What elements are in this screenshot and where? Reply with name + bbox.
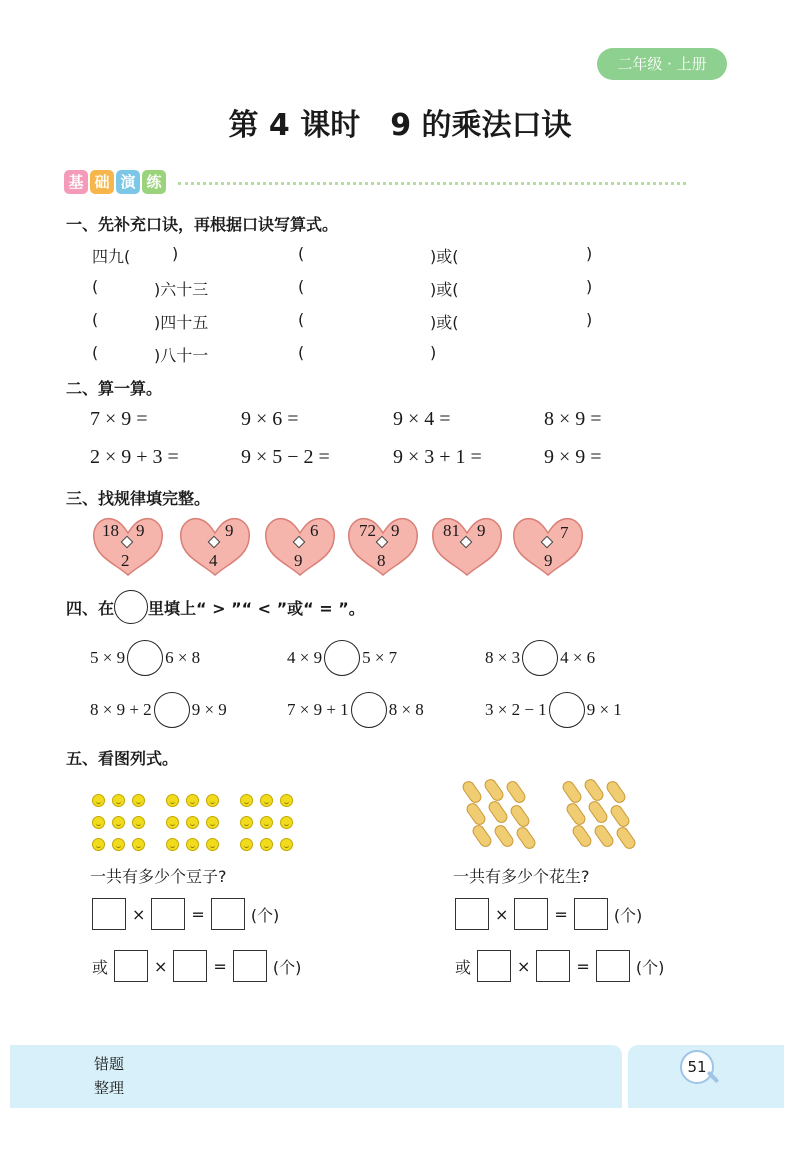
heart-top-right: 9 bbox=[477, 521, 486, 540]
compare-right: 4 × 6 bbox=[560, 648, 596, 667]
answer-box[interactable] bbox=[536, 950, 570, 982]
s1-b: ) bbox=[172, 244, 179, 263]
page-number: 51 bbox=[680, 1050, 714, 1084]
answer-box[interactable] bbox=[455, 898, 489, 930]
s1-a: ( bbox=[92, 343, 99, 362]
equals-sign: = bbox=[576, 956, 590, 976]
s1-e: ) bbox=[586, 244, 593, 263]
answer-circle[interactable] bbox=[549, 692, 585, 728]
bean-icon bbox=[132, 794, 145, 807]
peanut-icon bbox=[608, 803, 632, 830]
heart-card bbox=[510, 513, 586, 577]
times-sign: × bbox=[132, 904, 146, 924]
compare-left: 8 × 3 bbox=[485, 648, 521, 667]
answer-box[interactable] bbox=[596, 950, 630, 982]
peanut-icon bbox=[564, 801, 588, 828]
section-5-heading: 五、看图列式。 bbox=[66, 749, 179, 768]
compare-right: 5 × 7 bbox=[362, 648, 398, 667]
calc-item: 9 × 4 = bbox=[393, 408, 451, 430]
heart-bottom: 8 bbox=[377, 551, 386, 570]
compare-right: 6 × 8 bbox=[165, 648, 201, 667]
s1-e: ) bbox=[586, 310, 593, 329]
peanuts-equation-2 bbox=[455, 950, 664, 982]
compare-item bbox=[485, 640, 595, 676]
bean-icon bbox=[132, 838, 145, 851]
heart-card bbox=[345, 513, 421, 577]
compare-item bbox=[90, 640, 200, 676]
section-4-heading bbox=[66, 590, 365, 624]
answer-circle[interactable] bbox=[127, 640, 163, 676]
bean-icon bbox=[280, 816, 293, 829]
bean-icon bbox=[92, 816, 105, 829]
answer-circle[interactable] bbox=[324, 640, 360, 676]
calc-item: 2 × 9 + 3 = bbox=[90, 446, 179, 468]
bean-icon bbox=[132, 816, 145, 829]
s1-c: ( bbox=[298, 343, 305, 362]
s1-d: )或( bbox=[430, 313, 459, 332]
banner-tile: 基 bbox=[64, 170, 88, 194]
bean-icon bbox=[166, 794, 179, 807]
grade-badge: 二年级 · 上册 bbox=[597, 48, 727, 80]
unit-label: (个) bbox=[613, 905, 643, 925]
unit-label: (个) bbox=[250, 905, 280, 925]
banner-tile: 演 bbox=[116, 170, 140, 194]
calc-item: 9 × 5 − 2 = bbox=[241, 446, 330, 468]
banner-tile: 练 bbox=[142, 170, 166, 194]
bean-icon bbox=[260, 838, 273, 851]
heart-top-right: 9 bbox=[136, 521, 145, 540]
s1-c: ( bbox=[298, 310, 305, 329]
heart-top-right: 9 bbox=[225, 521, 234, 540]
heart-top-left: 18 bbox=[102, 521, 119, 540]
beans-equation-2 bbox=[92, 950, 301, 982]
heart-card bbox=[90, 513, 166, 577]
equals-sign: = bbox=[213, 956, 227, 976]
peanut-icon bbox=[604, 779, 628, 806]
calc-item: 8 × 9 = bbox=[544, 408, 602, 430]
calc-item: 9 × 3 + 1 = bbox=[393, 446, 482, 468]
bean-icon bbox=[166, 838, 179, 851]
compare-right: 8 × 8 bbox=[388, 700, 424, 719]
peanuts-equation-1 bbox=[455, 898, 642, 930]
heart-top-right: 6 bbox=[310, 521, 319, 540]
bean-icon bbox=[280, 794, 293, 807]
or-label: 或 bbox=[92, 957, 109, 977]
bean-icon bbox=[186, 816, 199, 829]
answer-box[interactable] bbox=[92, 898, 126, 930]
equals-sign: = bbox=[554, 904, 568, 924]
section-3-heading: 三、找规律填完整。 bbox=[66, 489, 211, 508]
heart-top-right: 9 bbox=[391, 521, 400, 540]
peanut-icon bbox=[582, 777, 606, 804]
bean-icon bbox=[206, 816, 219, 829]
bean-icon bbox=[166, 816, 179, 829]
calc-item: 9 × 9 = bbox=[544, 446, 602, 468]
bean-icon bbox=[186, 794, 199, 807]
s1-a: 四九( bbox=[92, 247, 131, 266]
heart-bottom: 9 bbox=[294, 551, 303, 570]
compare-left: 5 × 9 bbox=[90, 648, 126, 667]
s1-a: ( bbox=[92, 310, 99, 329]
heart-card bbox=[429, 513, 505, 577]
peanut-icon bbox=[482, 777, 506, 804]
compare-item bbox=[90, 692, 227, 728]
s4-heading-post: 里填上“ > ”“ < ”或“ = ”。 bbox=[148, 598, 365, 618]
compare-left: 7 × 9 + 1 bbox=[287, 700, 349, 719]
answer-circle[interactable] bbox=[351, 692, 387, 728]
peanut-icon bbox=[514, 825, 538, 852]
bean-icon bbox=[92, 838, 105, 851]
banner-divider bbox=[178, 182, 686, 185]
beans-picture bbox=[86, 786, 300, 846]
s1-d: ) bbox=[430, 343, 437, 362]
equals-sign: = bbox=[191, 904, 205, 924]
heart-top-right: 7 bbox=[560, 523, 569, 542]
answer-box[interactable] bbox=[151, 898, 185, 930]
unit-label: (个) bbox=[635, 957, 665, 977]
times-sign: × bbox=[517, 956, 531, 976]
answer-box[interactable] bbox=[233, 950, 267, 982]
heart-card bbox=[262, 513, 338, 577]
s1-c: ( bbox=[298, 277, 305, 296]
compare-left: 8 × 9 + 2 bbox=[90, 700, 152, 719]
section-banner bbox=[64, 170, 168, 194]
s1-d: )或( bbox=[430, 247, 459, 266]
s1-d: )或( bbox=[430, 280, 459, 299]
times-sign: × bbox=[495, 904, 509, 924]
page-title: 第 4 课时 9 的乘法口诀 bbox=[228, 108, 572, 143]
peanuts-question: 一共有多少个花生? bbox=[453, 867, 590, 886]
compare-item bbox=[287, 692, 424, 728]
or-label: 或 bbox=[455, 957, 472, 977]
compare-right: 9 × 1 bbox=[586, 700, 622, 719]
compare-left: 4 × 9 bbox=[287, 648, 323, 667]
calc-item: 7 × 9 = bbox=[90, 408, 148, 430]
blank-circle bbox=[114, 590, 148, 624]
answer-circle[interactable] bbox=[154, 692, 190, 728]
heart-top-left: 81 bbox=[443, 521, 460, 540]
beans-equation-1 bbox=[92, 898, 279, 930]
heart-card bbox=[177, 513, 253, 577]
bean-icon bbox=[92, 794, 105, 807]
s1-b: )四十五 bbox=[154, 313, 209, 332]
compare-left: 3 × 2 − 1 bbox=[485, 700, 547, 719]
heart-shape bbox=[429, 513, 505, 577]
s1-c: ( bbox=[298, 244, 305, 263]
section-1-heading: 一、先补充口诀，再根据口诀写算式。 bbox=[66, 215, 339, 234]
heart-bottom: 2 bbox=[121, 551, 130, 570]
peanut-icon bbox=[560, 779, 584, 806]
banner-tile: 础 bbox=[90, 170, 114, 194]
heart-bottom: 4 bbox=[209, 551, 218, 570]
bean-icon bbox=[240, 794, 253, 807]
bean-icon bbox=[186, 838, 199, 851]
heart-bottom: 9 bbox=[544, 551, 553, 570]
bean-icon bbox=[260, 794, 273, 807]
s1-b: )八十一 bbox=[154, 346, 209, 365]
bean-icon bbox=[112, 838, 125, 851]
s1-a: ( bbox=[92, 277, 99, 296]
bean-icon bbox=[240, 816, 253, 829]
peanut-icon bbox=[614, 825, 638, 852]
answer-box[interactable] bbox=[114, 950, 148, 982]
footer-label-1: 错题 bbox=[94, 1055, 125, 1073]
peanuts-picture bbox=[458, 776, 642, 852]
answer-circle[interactable] bbox=[522, 640, 558, 676]
peanut-icon bbox=[570, 823, 594, 850]
bean-icon bbox=[280, 838, 293, 851]
bean-icon bbox=[112, 816, 125, 829]
answer-box[interactable] bbox=[574, 898, 608, 930]
compare-item bbox=[485, 692, 622, 728]
bean-icon bbox=[112, 794, 125, 807]
bean-icon bbox=[240, 838, 253, 851]
peanut-icon bbox=[460, 779, 484, 806]
bean-icon bbox=[260, 816, 273, 829]
s1-e: ) bbox=[586, 277, 593, 296]
heart-top-left: 72 bbox=[359, 521, 376, 540]
s4-heading-pre: 四、在 bbox=[66, 598, 115, 618]
bean-icon bbox=[206, 838, 219, 851]
peanut-icon bbox=[508, 803, 532, 830]
peanut-icon bbox=[586, 799, 610, 826]
s1-b: )六十三 bbox=[154, 280, 209, 299]
answer-box[interactable] bbox=[173, 950, 207, 982]
answer-box[interactable] bbox=[477, 950, 511, 982]
compare-right: 9 × 9 bbox=[191, 700, 227, 719]
footer-label-2: 整理 bbox=[94, 1079, 125, 1097]
peanut-icon bbox=[486, 799, 510, 826]
beans-question: 一共有多少个豆子? bbox=[90, 867, 227, 886]
peanut-icon bbox=[470, 823, 494, 850]
unit-label: (个) bbox=[272, 957, 302, 977]
peanut-icon bbox=[464, 801, 488, 828]
compare-item bbox=[287, 640, 397, 676]
times-sign: × bbox=[154, 956, 168, 976]
bean-icon bbox=[206, 794, 219, 807]
peanut-icon bbox=[592, 823, 616, 850]
answer-box[interactable] bbox=[211, 898, 245, 930]
peanut-icon bbox=[504, 779, 528, 806]
calc-item: 9 × 6 = bbox=[241, 408, 299, 430]
answer-box[interactable] bbox=[514, 898, 548, 930]
peanut-icon bbox=[492, 823, 516, 850]
section-2-heading: 二、算一算。 bbox=[66, 379, 163, 398]
